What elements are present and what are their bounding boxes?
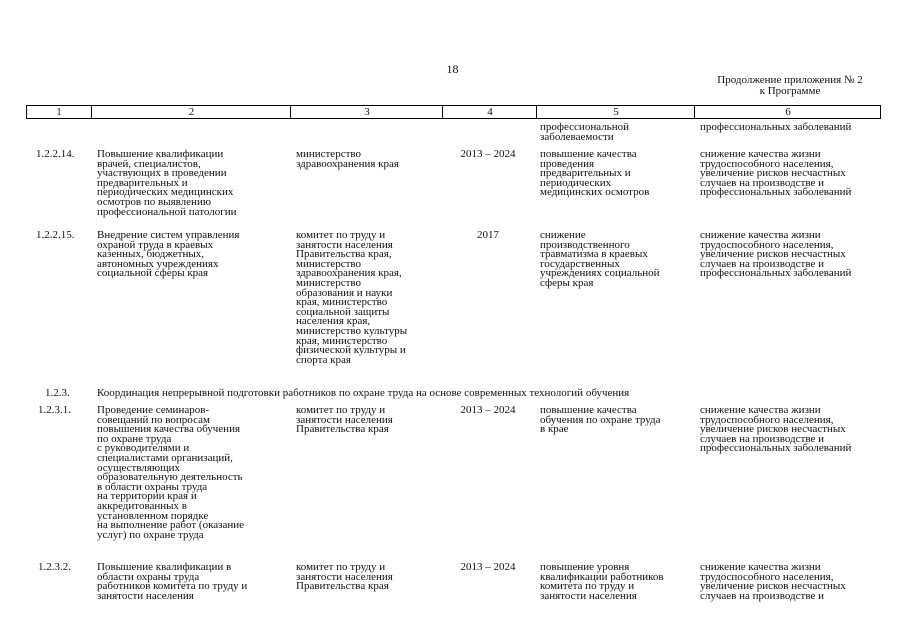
row-executor: комитет по труду и занятости населения Правительства края, министерство здравоохранения края, министерство образования и науки края, министерство социальной защиты населения края, министерство культуры края, министерство физической культуры и спорта края: [296, 229, 408, 366]
row-result: повышение уровня квалификации работников комитета по труду и занятости населения: [540, 561, 664, 602]
column-header-3: 3: [290, 106, 443, 118]
column-header-1: 1: [56, 106, 62, 118]
row-measure: Повышение квалификации в области охраны труда работников комитета по труду и занятости населения: [97, 561, 248, 602]
column-header-5: 5: [536, 106, 695, 118]
row-period: 2013 – 2024: [460, 404, 516, 416]
row-consequence: снижение качества жизни трудоспособного населения, увеличение рисков несчастных случаев на производстве и: [700, 561, 846, 602]
row-executor: комитет по труду и занятости населения Правительства края: [296, 404, 393, 436]
section-title: Координация непрерывной подготовки работников по охране труда на основе современных технологий обучения: [97, 387, 630, 399]
row-result: повышение качества проведения предварительных и периодических медицинских осмотров: [540, 148, 650, 199]
row-executor: министерство здравоохранения края: [296, 148, 399, 170]
column-header-4: 4: [442, 106, 537, 118]
row-consequence: снижение качества жизни трудоспособного населения, увеличение рисков несчастных случаев на производстве и профессиональных заболеваний: [700, 229, 852, 280]
row-result: повышение качества обучения по охране труда в крае: [540, 404, 661, 436]
carryover-consequence: профессиональных заболеваний: [700, 121, 852, 133]
row-period: 2013 – 2024: [460, 561, 516, 573]
row-measure: Проведение семинаров- совещаний по вопросам повышения качества обучения по охране труда с руководителями и специалистами организаций, осуществляющих образовательную деятельность в области охраны труда на территории края и аккредитованных в установленном порядке на выполнение работ (оказание услуг) по охране труда: [97, 404, 245, 541]
row-result: снижение производственного травматизма в краевых государственных учреждениях социальной сферы края: [540, 229, 660, 289]
row-measure: Повышение квалификации врачей, специалистов, участвующих в проведении предварительных и периодических медицинских осмотров по выявлению профессиональной патологии: [97, 148, 237, 218]
row-period: 2017: [477, 229, 499, 241]
row-period: 2013 – 2024: [460, 148, 516, 160]
row-number: 1.2.2.15.: [36, 229, 75, 241]
table-header-row: [26, 105, 881, 119]
row-executor: комитет по труду и занятости населения Правительства края: [296, 561, 393, 593]
column-header-2: 2: [91, 106, 291, 118]
row-measure: Внедрение систем управления охраной труда в краевых казенных, бюджетных, автономных учреждениях социальной сферы края: [97, 229, 240, 280]
section-number: 1.2.3.: [45, 387, 70, 399]
row-consequence: снижение качества жизни трудоспособного населения, увеличение рисков несчастных случаев на производстве и профессиональных заболеваний: [700, 148, 852, 199]
row-consequence: снижение качества жизни трудоспособного населения, увеличение рисков несчастных случаев на производстве и профессиональных заболеваний: [700, 404, 852, 455]
row-number: 1.2.3.1.: [38, 404, 71, 416]
row-number: 1.2.2.14.: [36, 148, 75, 160]
page-number: 18: [446, 62, 459, 76]
column-header-6: 6: [694, 106, 881, 118]
appendix-note: Продолжение приложения № 2 к Программе: [717, 74, 863, 97]
carryover-result: профессиональной заболеваемости: [540, 121, 629, 143]
row-number: 1.2.3.2.: [38, 561, 71, 573]
